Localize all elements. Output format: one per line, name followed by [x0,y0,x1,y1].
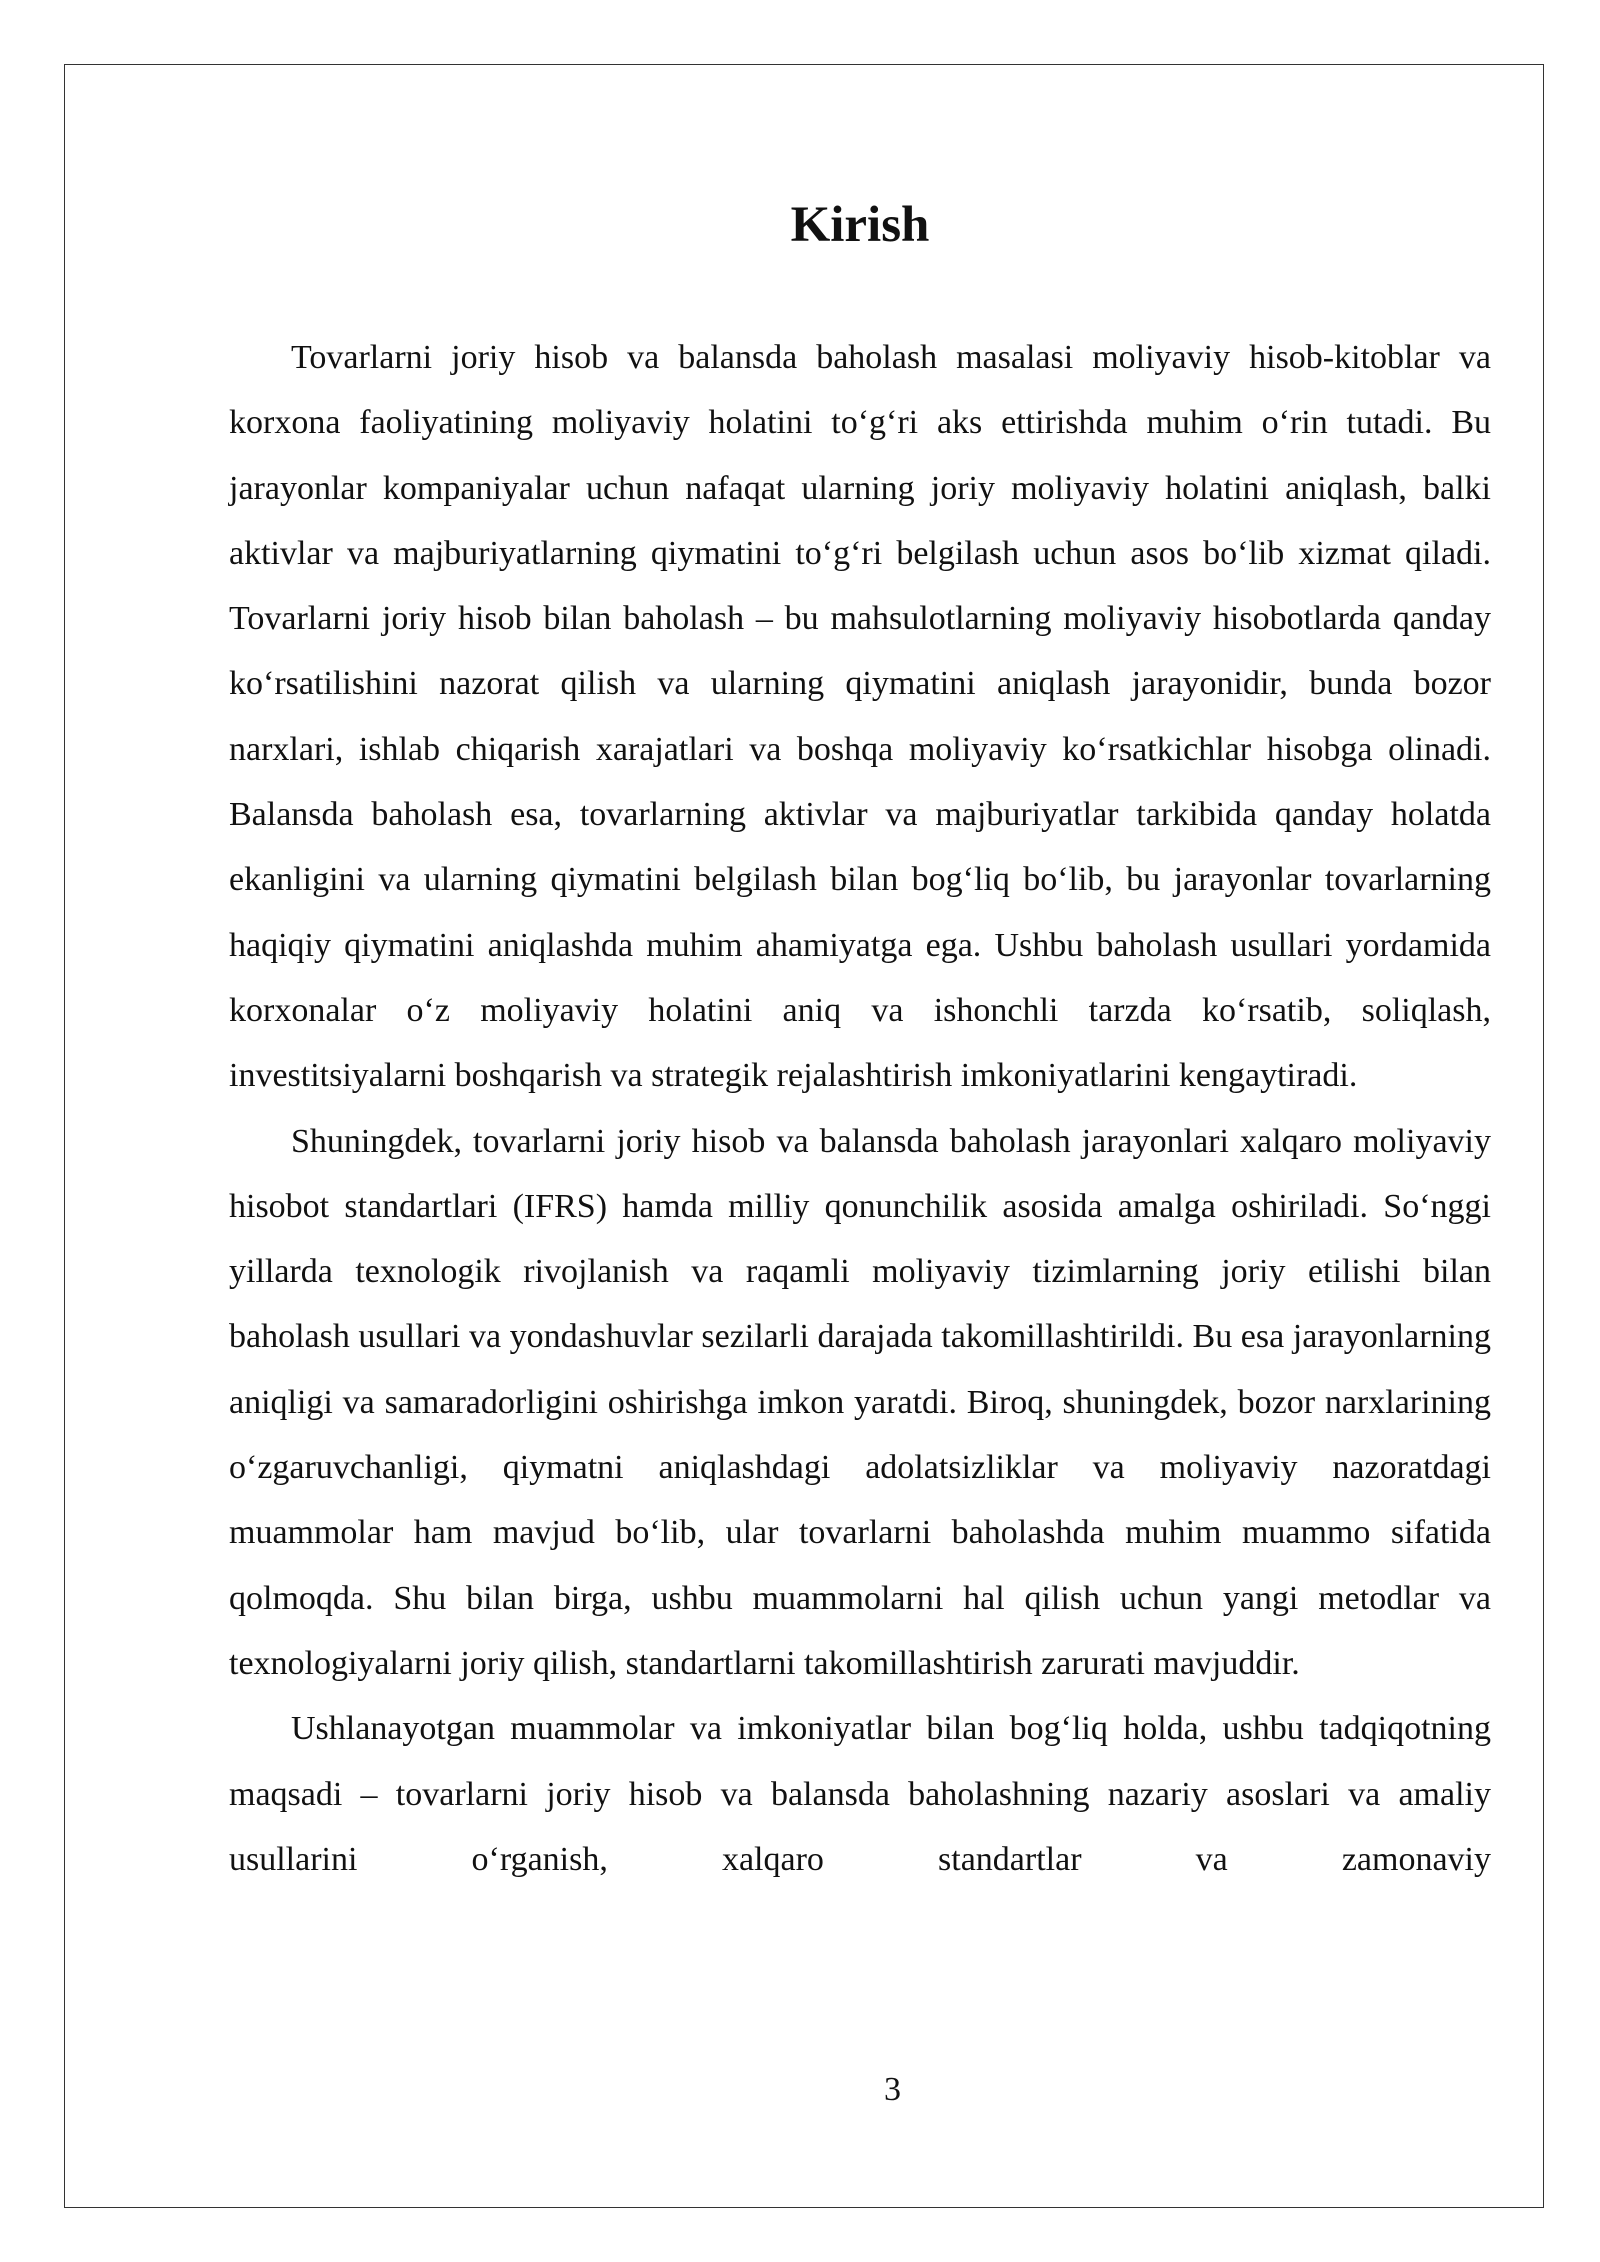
page-number: 3 [884,2071,901,2108]
paragraph-2: Shuningdek, tovarlarni joriy hisob va balansda baholash jarayonlari xalqaro moliyaviy hisobot standartlari (IFRS) hamda milliy qonunchilik asosida amalga oshiriladi. So‘nggi yillarda texnologik rivojlanish va raqamli moliyaviy tizimlarning joriy etilishi bilan baholash usullari va yondashuvlar sezilarli darajada takomillashtirildi. Bu esa jarayonlarning aniqligi va samaradorligini oshirishga imkon yaratdi. Biroq, shuningdek, bozor narxlarining o‘zgaruvchanligi, qiymatni aniqlashdagi adolatsizliklar va moliyaviy nazoratdagi muammolar ham mavjud bo‘lib, ular tovarlarni baholashda muhim muammo sifatida qolmoqda. Shu bilan birga, ushbu muammolarni hal qilish uchun yangi metodlar va texnologiyalarni joriy qilish, standartlarni takomillashtirish zarurati mavjuddir. [229,1122,1491,1682]
paragraph-3: Ushlanayotgan muammolar va imkoniyatlar bilan bog‘liq holda, ushbu tadqiqotning maqsadi – tovarlarni joriy hisob va balansda baholashning nazariy asoslari va amaliy usullarini o‘rganish, xalqaro standartlar va zamonaviy [229,1710,1491,1878]
page-title: Kirish [790,197,930,253]
document-body [229,195,1491,1892]
paragraph-1: Tovarlarni joriy hisob va balansda baholash masalasi moliyaviy hisob-kitoblar va korxona faoliyatining moliyaviy holatini to‘g‘ri aks ettirishda muhim o‘rin tutadi. Bu jarayonlar kompaniyalar uchun nafaqat ularning joriy moliyaviy holatini aniqlash, balki aktivlar va majburiyatlarning qiymatini to‘g‘ri belgilash uchun asos bo‘lib xizmat qiladi. Tovarlarni joriy hisob bilan baholash – bu mahsulotlarning moliyaviy hisobotlarda qanday ko‘rsatilishini nazorat qilish va ularning qiymatini aniqlash jarayonidir, bunda bozor narxlari, ishlab chiqarish xarajatlari va boshqa moliyaviy ko‘rsatkichlar hisobga olinadi. Balansda baholash esa, tovarlarning aktivlar va majburiyatlar tarkibida qanday holatda ekanligini va ularning qiymatini belgilash bilan bog‘liq bo‘lib, bu jarayonlar tovarlarning haqiqiy qiymatini aniqlashda muhim ahamiyatga ega. Ushbu baholash usullari yordamida korxonalar o‘z moliyaviy holatini aniq va ishonchli tarzda ko‘rsatib, soliqlash, investitsiyalarni boshqarish va strategik rejalashtirish imkoniyatlarini kengaytiradi. [229,339,1491,1095]
